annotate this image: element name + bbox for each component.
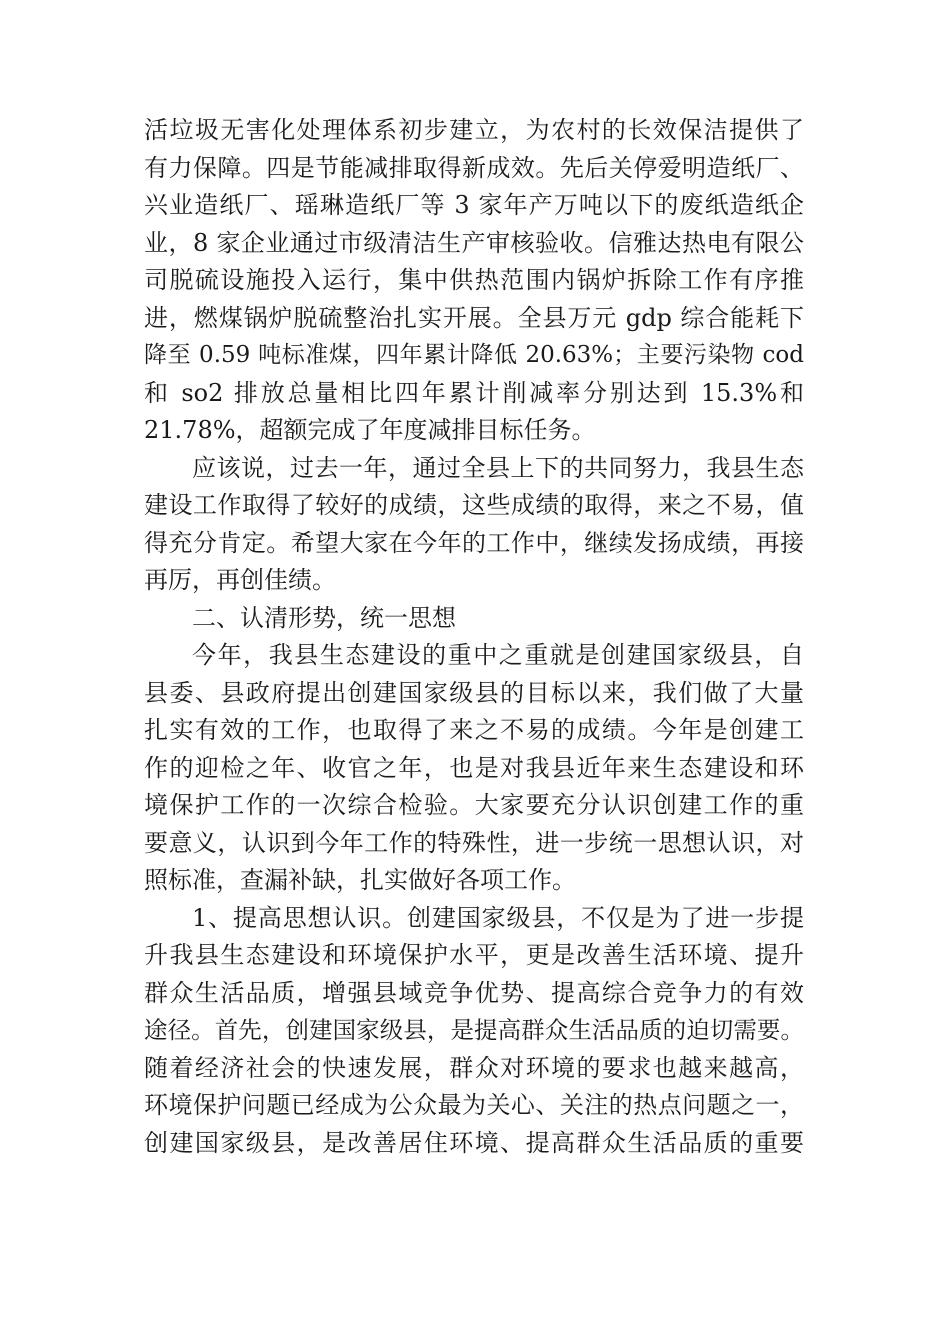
text-line: 1、提高思想认识。创建国家级县，不仅是为了进一步提 [192, 903, 804, 932]
text-line: 环境保护问题已经成为公众最为关心、关注的热点问题之一， [144, 1091, 804, 1119]
text-line: 今年，我县生态建设的重中之重就是创建国家级县，自 [192, 641, 804, 669]
text-line: 要意义，认识到今年工作的特殊性，进一步统一思想认识，对 [144, 828, 804, 857]
text-line: 活垃圾无害化处理体系初步建立，为农村的长效保洁提供了 [144, 116, 804, 144]
text-line: 降至 0.59 吨标准煤，四年累计降低 20.63%；主要污染物 cod [144, 342, 804, 368]
text-line: 照标准，查漏补缺，扎实做好各项工作。 [144, 866, 576, 894]
text-line: 司脱硫设施投入运行，集中供热范围内锅炉拆除工作有序推 [144, 266, 804, 294]
text-line: 应该说，过去一年，通过全县上下的共同努力，我县生态 [192, 453, 804, 482]
text-line: 进，燃煤锅炉脱硫整治扎实开展。全县万元 gdp 综合能耗下 [144, 303, 804, 332]
text-line: 21.78%，超额完成了年度减排目标任务。 [144, 416, 596, 444]
text-line: 创建国家级县，是改善居住环境、提高群众生活品质的重要 [144, 1128, 804, 1157]
text-line: 境保护工作的一次综合检验。大家要充分认识创建工作的重 [144, 791, 804, 819]
text-line: 扎实有效的工作，也取得了来之不易的成绩。今年是创建工 [144, 716, 804, 744]
text-line: 和 so2 排放总量相比四年累计削减率分别达到 15.3%和 [144, 378, 804, 407]
text-line: 兴业造纸厂、瑶琳造纸厂等 3 家年产万吨以下的废纸造纸企 [144, 191, 804, 219]
text-line: 有力保障。四是节能减排取得新成效。先后关停爱明造纸厂、 [144, 153, 804, 182]
text-line: 随着经济社会的快速发展，群众对环境的要求也越来越高， [144, 1053, 804, 1082]
text-line: 群众生活品质，增强县域竞争优势、提高综合竞争力的有效 [144, 978, 804, 1007]
text-line: 建设工作取得了较好的成绩，这些成绩的取得，来之不易，值 [144, 491, 804, 519]
text-line: 业，8 家企业通过市级清洁生产审核验收。信雅达热电有限公 [144, 228, 804, 257]
text-line: 县委、县政府提出创建国家级县的目标以来，我们做了大量 [144, 678, 804, 707]
text-line: 升我县生态建设和环境保护水平，更是改善生活环境、提升 [144, 941, 804, 969]
text-line: 途径。首先，创建国家级县，是提高群众生活品质的迫切需要。 [144, 1016, 804, 1044]
text-line: 得充分肯定。希望大家在今年的工作中，继续发扬成绩，再接 [144, 528, 804, 557]
document-body [144, 112, 804, 1162]
text-line: 再厉，再创佳绩。 [144, 566, 336, 594]
text-line: 二、认清形势，统一思想 [192, 603, 456, 632]
text-line: 作的迎检之年、收官之年，也是对我县近年来生态建设和环 [144, 753, 804, 782]
